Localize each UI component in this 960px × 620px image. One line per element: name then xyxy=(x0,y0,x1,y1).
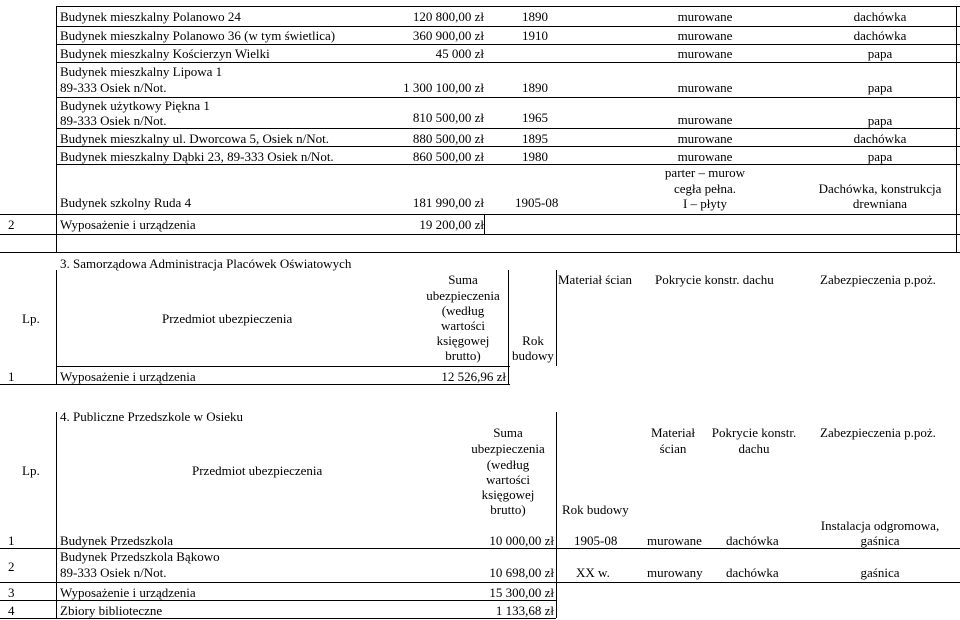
top-row-6-name: Budynek mieszkalny ul. Dworcowa 5, Osiek n/Not. xyxy=(60,131,329,146)
section4-row-1-year: 1905-08 xyxy=(574,533,618,548)
top-row-8-roof-line1: Dachówka, konstrukcja xyxy=(818,181,942,196)
section3-row-1-name: Wyposażenie i urządzenia xyxy=(60,369,196,384)
section4-row-1-name: Budynek Przedszkola xyxy=(60,533,174,548)
top-row-1-year: 1890 xyxy=(522,9,548,24)
top-row-8-walls-line3: I – płyty xyxy=(682,196,728,211)
section3-header-sum-l1: Suma xyxy=(448,272,478,287)
section4-header-roof-l2: dachu xyxy=(738,441,770,456)
top-row-6-value: 880 500,00 zł xyxy=(412,131,484,146)
top-row-5-year: 1965 xyxy=(522,110,548,125)
section3-row-1-value: 12 526,96 zł xyxy=(441,369,506,384)
section3-header-sum-l3: (według xyxy=(441,303,485,318)
section4-header-fire: Zabezpieczenia p.poż. xyxy=(820,425,936,440)
top-item2-lp: 2 xyxy=(8,217,15,232)
top-row-4-name-line1: Budynek mieszkalny Lipowa 1 xyxy=(60,64,223,79)
top-row-4-roof: papa xyxy=(867,80,893,95)
section4-row-2-walls: murowany xyxy=(647,565,703,580)
section3-header-sum-l4: wartości xyxy=(440,318,486,333)
section4-row-2-name-l1: Budynek Przedszkola Bąkowo xyxy=(60,549,220,564)
top-row-5-value: 810 500,00 zł xyxy=(412,110,484,125)
top-row-1-roof: dachówka xyxy=(853,9,907,24)
top-row-4-name-line2: 89-333 Osiek n/Not. xyxy=(60,80,167,95)
section4-row-3-lp: 3 xyxy=(8,585,15,600)
section4-title: 4. Publiczne Przedszkole w Osieku xyxy=(60,409,244,424)
top-row-8-walls-line1: parter – murow xyxy=(664,165,746,180)
section4-header-sum-l1: Suma xyxy=(493,425,523,440)
section4-row-1-lp: 1 xyxy=(8,533,15,548)
top-row-6-roof: dachówka xyxy=(853,131,907,146)
section4-header-year: Rok budowy xyxy=(562,502,629,517)
top-row-7-year: 1980 xyxy=(522,149,548,164)
section3-header-roof: Pokrycie konstr. dachu xyxy=(655,272,774,287)
section4-row-2-lp: 2 xyxy=(8,559,15,574)
top-row-7-value: 860 500,00 zł xyxy=(412,149,484,164)
top-row-2-year: 1910 xyxy=(522,28,548,43)
top-row-3-walls: murowane xyxy=(677,46,733,61)
section4-header-sum-l3: (według xyxy=(486,457,530,472)
section4-row-1-walls: murowane xyxy=(647,533,702,548)
section4-row-1-roof: dachówka xyxy=(726,533,779,548)
section3-header-sum-l6: brutto) xyxy=(445,348,481,363)
top-row-4-walls: murowane xyxy=(677,80,733,95)
section4-row-2-value: 10 698,00 zł xyxy=(489,565,554,580)
top-row-7-walls: murowane xyxy=(677,149,733,164)
section4-row-4-value: 1 133,68 zł xyxy=(495,603,554,618)
section3-header-year-l1: Rok xyxy=(522,333,544,348)
section4-row-2-roof: dachówka xyxy=(726,565,779,580)
section3-header-walls: Materiał ścian xyxy=(558,272,632,287)
section4-row-2-fire: gaśnica xyxy=(860,565,900,580)
section4-row-3-value: 15 300,00 zł xyxy=(489,585,554,600)
section4-row-3-name: Wyposażenie i urządzenia xyxy=(60,585,196,600)
top-item2-name: Wyposażenie i urządzenia xyxy=(60,217,196,232)
section3-row-1-lp: 1 xyxy=(8,369,15,384)
section4-header-walls-l2: ścian xyxy=(659,441,687,456)
top-row-3-value: 45 000 zł xyxy=(435,46,484,61)
section4-row-1-value: 10 000,00 zł xyxy=(489,533,554,548)
section4-header-subject: Przedmiot ubezpieczenia xyxy=(192,463,323,478)
section4-row-4-lp: 4 xyxy=(8,603,15,618)
top-row-5-walls: murowane xyxy=(677,112,733,127)
section4-row-1-fire-l1: Instalacja odgromowa, xyxy=(820,518,940,533)
top-row-8-name: Budynek szkolny Ruda 4 xyxy=(60,195,192,210)
section4-row-1-fire-l2: gaśnica xyxy=(860,533,900,548)
top-row-3-name: Budynek mieszkalny Kościerzyn Wielki xyxy=(60,46,270,61)
section3-header-lp: Lp. xyxy=(22,311,40,326)
section4-row-4-name: Zbiory biblioteczne xyxy=(60,603,163,618)
top-row-5-roof: papa xyxy=(867,113,893,128)
top-row-2-value: 360 900,00 zł xyxy=(412,28,484,43)
section3-header-sum-l2: ubezpieczenia xyxy=(426,288,500,303)
top-row-6-walls: murowane xyxy=(677,131,733,146)
section4-header-sum-l2: ubezpieczenia xyxy=(471,441,545,456)
top-row-8-year: 1905-08 xyxy=(515,195,559,210)
top-row-8-walls-line2: cegła pełna. xyxy=(673,181,737,196)
section4-header-lp: Lp. xyxy=(22,463,40,478)
top-row-1-name: Budynek mieszkalny Polanowo 24 xyxy=(60,9,241,24)
top-row-1-value: 120 800,00 zł xyxy=(412,9,484,24)
section4-row-2-year: XX w. xyxy=(576,565,610,580)
section3-header-fire: Zabezpieczenia p.poż. xyxy=(820,272,936,287)
section4-header-sum-l6: brutto) xyxy=(490,502,526,517)
top-row-7-roof: papa xyxy=(867,149,893,164)
section3-header-year-l2: budowy xyxy=(512,348,554,363)
section3-header-sum-l5: księgowej xyxy=(436,333,490,348)
top-row-2-name: Budynek mieszkalny Polanowo 36 (w tym świetlica) xyxy=(60,28,336,43)
section4-row-2-name-l2: 89-333 Osiek n/Not. xyxy=(60,565,167,580)
section3-header-subject: Przedmiot ubezpieczenia xyxy=(162,311,293,326)
section4-header-roof-l1: Pokrycie konstr. xyxy=(711,425,797,440)
top-row-6-year: 1895 xyxy=(522,131,548,146)
section3-title: 3. Samorządowa Administracja Placówek Oświatowych xyxy=(60,256,352,271)
top-row-1-walls: murowane xyxy=(677,9,733,24)
top-row-7-name: Budynek mieszkalny Dąbki 23, 89-333 Osiek n/Not. xyxy=(60,149,334,164)
top-row-5-name-line2: 89-333 Osiek n/Not. xyxy=(60,113,167,128)
top-row-2-walls: murowane xyxy=(677,28,733,43)
top-row-8-roof-line2: drewniana xyxy=(852,196,908,211)
section4-header-walls-l1: Materiał xyxy=(650,425,696,440)
top-row-4-value: 1 300 100,00 zł xyxy=(403,80,484,95)
top-row-4-year: 1890 xyxy=(522,80,548,95)
top-item2-value: 19 200,00 zł xyxy=(419,217,484,232)
section4-header-sum-l5: księgowej xyxy=(481,487,535,502)
top-row-3-roof: papa xyxy=(867,46,893,61)
section4-header-sum-l4: wartości xyxy=(485,472,531,487)
top-row-8-value: 181 990,00 zł xyxy=(412,195,484,210)
top-row-5-name-line1: Budynek użytkowy Piękna 1 xyxy=(60,98,210,113)
top-row-2-roof: dachówka xyxy=(853,28,907,43)
